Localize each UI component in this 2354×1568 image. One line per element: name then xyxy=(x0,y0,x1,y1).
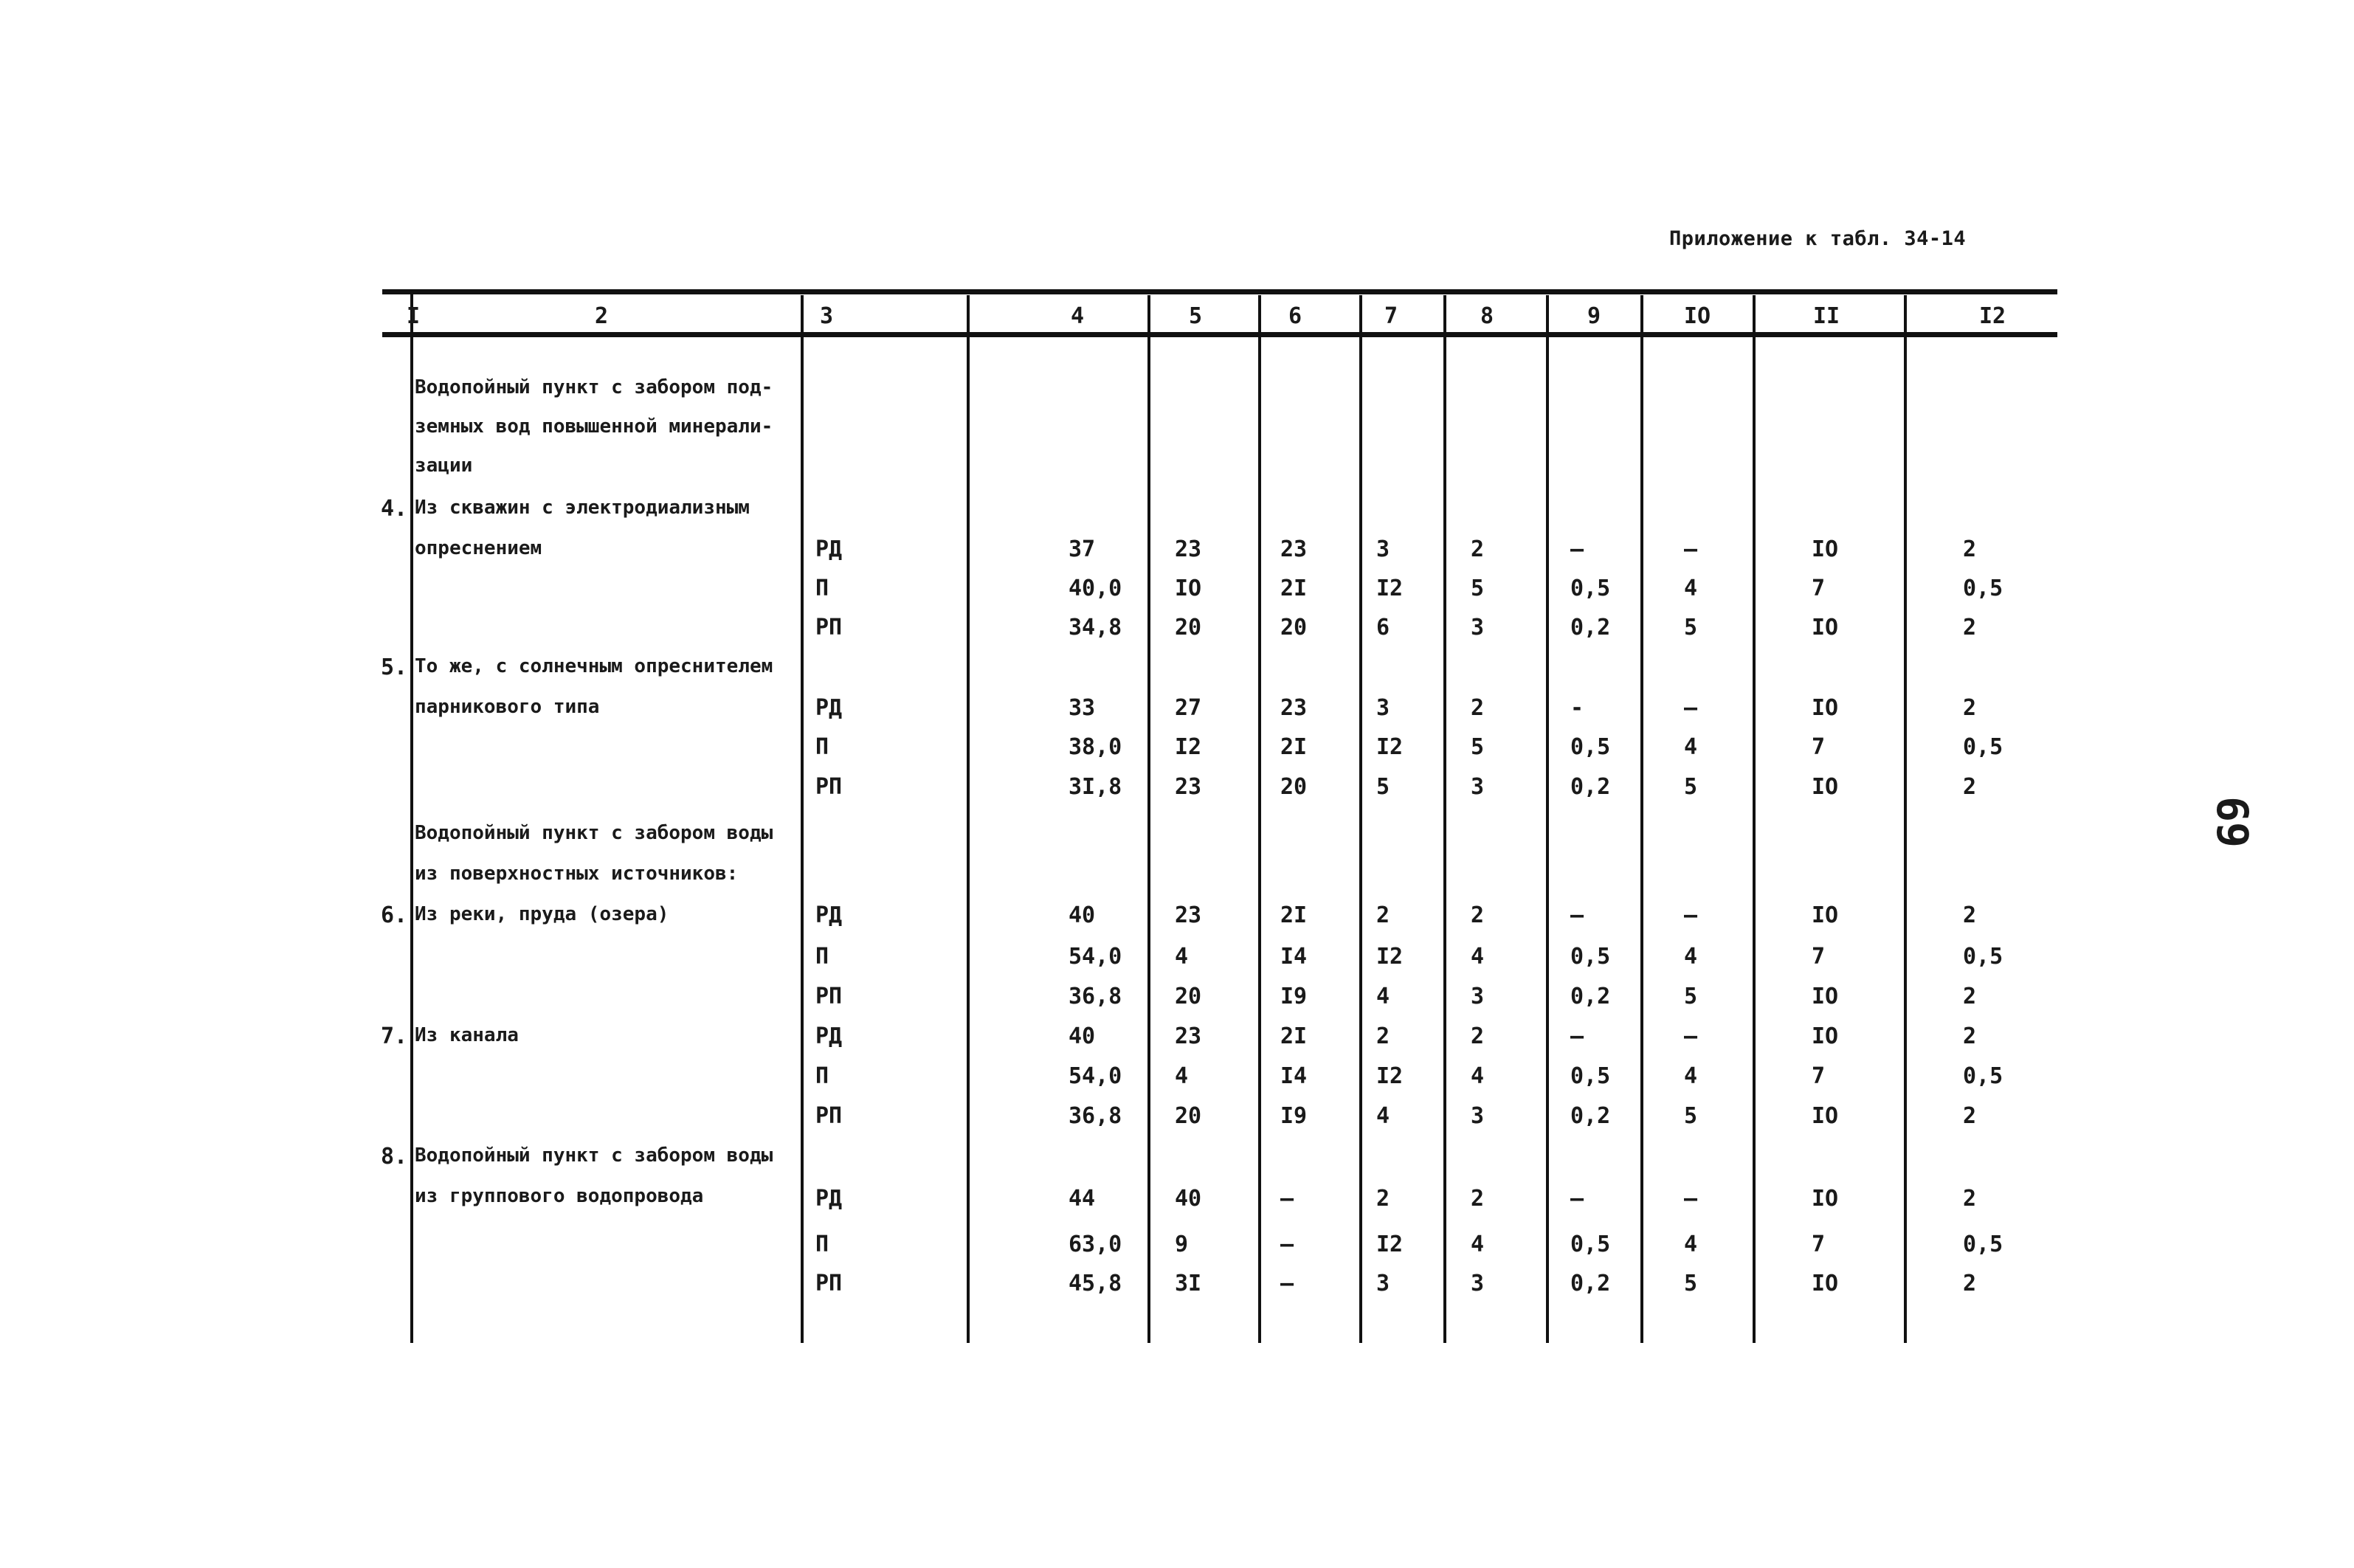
value-cell: 2 xyxy=(1471,902,1485,928)
value-cell: I9 xyxy=(1280,984,1308,1009)
value-cell: 3 xyxy=(1471,1271,1485,1296)
value-cell: – xyxy=(1684,1186,1698,1212)
value-cell: 2 xyxy=(1471,1023,1485,1049)
item-description-line: из группового водопровода xyxy=(415,1185,704,1207)
value-cell: 2 xyxy=(1471,536,1485,562)
value-cell: 20 xyxy=(1175,1103,1202,1129)
column-divider xyxy=(1147,295,1150,1343)
mode-code-cell: РП xyxy=(815,1103,843,1129)
value-cell: I2 xyxy=(1376,944,1404,970)
value-cell: 2 xyxy=(1376,1023,1390,1049)
value-cell: 2 xyxy=(1963,902,1977,928)
value-cell: 7 xyxy=(1812,576,1826,601)
value-cell: 2 xyxy=(1963,1023,1977,1049)
value-cell: 20 xyxy=(1280,774,1308,800)
value-cell: 2 xyxy=(1963,1103,1977,1129)
value-cell: I4 xyxy=(1280,944,1308,970)
value-cell: 3 xyxy=(1471,1103,1485,1129)
value-cell: 2 xyxy=(1471,1186,1485,1212)
mode-code-cell: РП xyxy=(815,774,843,800)
column-header: 7 xyxy=(1384,303,1398,329)
column-header: 4 xyxy=(1070,303,1085,329)
mode-code-cell: П xyxy=(815,1232,829,1257)
value-cell: I2 xyxy=(1376,1232,1404,1257)
value-cell: 2 xyxy=(1376,902,1390,928)
value-cell: 36,8 xyxy=(1069,984,1122,1009)
item-description-line: Из канала xyxy=(415,1024,519,1046)
value-cell: 4 xyxy=(1684,734,1698,760)
mode-code-cell: П xyxy=(815,576,829,601)
value-cell: 4 xyxy=(1684,576,1698,601)
value-cell: IO xyxy=(1812,1186,1839,1212)
mode-code-cell: РД xyxy=(815,1186,843,1212)
value-cell: IO xyxy=(1812,695,1839,721)
value-cell: 27 xyxy=(1175,695,1202,721)
mode-code-cell: П xyxy=(815,944,829,970)
value-cell: IO xyxy=(1175,576,1202,601)
value-cell: - xyxy=(1570,695,1584,721)
value-cell: 40 xyxy=(1069,1023,1096,1049)
value-cell: 7 xyxy=(1812,1063,1826,1089)
value-cell: 5 xyxy=(1471,576,1485,601)
item-description-line: Из скважин с электродиализным xyxy=(415,497,750,519)
value-cell: 40 xyxy=(1175,1186,1202,1212)
column-header: I xyxy=(406,303,421,329)
value-cell: 23 xyxy=(1175,1023,1202,1049)
value-cell: 0,5 xyxy=(1963,944,2003,970)
item-description-line: Водопойный пункт с забором под- xyxy=(415,376,773,398)
value-cell: 2 xyxy=(1963,536,1977,562)
mode-code-cell: РД xyxy=(815,902,843,928)
value-cell: 4 xyxy=(1376,984,1390,1009)
value-cell: 33 xyxy=(1069,695,1096,721)
value-cell: IO xyxy=(1812,1103,1839,1129)
value-cell: 7 xyxy=(1812,1232,1826,1257)
value-cell: 5 xyxy=(1684,615,1698,640)
value-cell: IO xyxy=(1812,1271,1839,1296)
value-cell: IO xyxy=(1812,1023,1839,1049)
value-cell: IO xyxy=(1812,774,1839,800)
item-number: 6. xyxy=(381,902,408,928)
value-cell: 0,2 xyxy=(1570,1103,1611,1129)
value-cell: IO xyxy=(1812,984,1839,1009)
value-cell: 63,0 xyxy=(1069,1232,1122,1257)
value-cell: 20 xyxy=(1175,615,1202,640)
mode-code-cell: П xyxy=(815,1063,829,1089)
value-cell: 0,2 xyxy=(1570,1271,1611,1296)
value-cell: 5 xyxy=(1471,734,1485,760)
mode-code-cell: РП xyxy=(815,615,843,640)
value-cell: IO xyxy=(1812,536,1839,562)
value-cell: 2I xyxy=(1280,734,1308,760)
value-cell: 54,0 xyxy=(1069,944,1122,970)
value-cell: 0,5 xyxy=(1570,944,1611,970)
value-cell: – xyxy=(1280,1186,1294,1212)
table-caption: Приложение к табл. 34-14 xyxy=(1669,227,1967,250)
value-cell: – xyxy=(1684,902,1698,928)
value-cell: 6 xyxy=(1376,615,1390,640)
item-description-line: Водопойный пункт с забором воды xyxy=(415,1144,773,1167)
value-cell: 45,8 xyxy=(1069,1271,1122,1296)
value-cell: – xyxy=(1684,1023,1698,1049)
value-cell: 0,2 xyxy=(1570,984,1611,1009)
item-number: 7. xyxy=(381,1023,408,1049)
value-cell: 0,5 xyxy=(1570,576,1611,601)
value-cell: 20 xyxy=(1280,615,1308,640)
column-header: 6 xyxy=(1288,303,1302,329)
value-cell: 5 xyxy=(1684,774,1698,800)
value-cell: 7 xyxy=(1812,734,1826,760)
value-cell: I2 xyxy=(1175,734,1202,760)
table-top-rule xyxy=(382,289,2057,294)
header-bottom-rule xyxy=(382,332,2057,337)
value-cell: 5 xyxy=(1684,1103,1698,1129)
value-cell: 2I xyxy=(1280,1023,1308,1049)
mode-code-cell: РД xyxy=(815,695,843,721)
item-description-line: зации xyxy=(415,455,473,477)
value-cell: 4 xyxy=(1471,944,1485,970)
value-cell: 4 xyxy=(1175,1063,1189,1089)
value-cell: 2I xyxy=(1280,902,1308,928)
value-cell: 3 xyxy=(1471,984,1485,1009)
value-cell: 3I,8 xyxy=(1069,774,1122,800)
value-cell: 23 xyxy=(1280,536,1308,562)
value-cell: 3 xyxy=(1471,774,1485,800)
value-cell: 0,5 xyxy=(1570,1063,1611,1089)
value-cell: – xyxy=(1570,1186,1584,1212)
value-cell: 4 xyxy=(1684,944,1698,970)
item-description-line: Из реки, пруда (озера) xyxy=(415,903,669,925)
value-cell: I9 xyxy=(1280,1103,1308,1129)
column-divider xyxy=(410,289,413,1343)
value-cell: – xyxy=(1684,695,1698,721)
item-number: 8. xyxy=(381,1144,408,1170)
column-header: I2 xyxy=(1978,303,2006,329)
value-cell: 3I xyxy=(1175,1271,1202,1296)
mode-code-cell: РП xyxy=(815,984,843,1009)
item-description-line: из поверхностных источников: xyxy=(415,863,739,885)
value-cell: – xyxy=(1570,902,1584,928)
value-cell: 0,2 xyxy=(1570,774,1611,800)
item-description-line: земных вод повышенной минерали- xyxy=(415,415,773,438)
value-cell: 2 xyxy=(1376,1186,1390,1212)
column-header: 2 xyxy=(594,303,609,329)
value-cell: 4 xyxy=(1684,1063,1698,1089)
value-cell: 3 xyxy=(1376,695,1390,721)
value-cell: 40 xyxy=(1069,902,1096,928)
value-cell: – xyxy=(1280,1271,1294,1296)
column-header: 9 xyxy=(1587,303,1601,329)
column-divider xyxy=(801,295,804,1343)
item-description-line: парникового типа xyxy=(415,696,600,718)
value-cell: 2 xyxy=(1963,1271,1977,1296)
value-cell: 40,0 xyxy=(1069,576,1122,601)
column-divider xyxy=(1258,295,1261,1343)
value-cell: 3 xyxy=(1471,615,1485,640)
column-divider xyxy=(1640,295,1643,1343)
value-cell: 0,5 xyxy=(1963,1232,2003,1257)
value-cell: 3 xyxy=(1376,536,1390,562)
value-cell: 23 xyxy=(1175,536,1202,562)
value-cell: 38,0 xyxy=(1069,734,1122,760)
column-header: 5 xyxy=(1188,303,1203,329)
value-cell: 2 xyxy=(1963,1186,1977,1212)
column-divider xyxy=(1443,295,1446,1343)
value-cell: 0,5 xyxy=(1963,1063,2003,1089)
value-cell: 2 xyxy=(1471,695,1485,721)
value-cell: 0,5 xyxy=(1570,1232,1611,1257)
mode-code-cell: РП xyxy=(815,1271,843,1296)
value-cell: 9 xyxy=(1175,1232,1189,1257)
value-cell: – xyxy=(1570,536,1584,562)
value-cell: I2 xyxy=(1376,576,1404,601)
column-header: 3 xyxy=(819,303,834,329)
value-cell: 4 xyxy=(1471,1063,1485,1089)
page-number: 69 xyxy=(2206,796,2257,848)
column-divider xyxy=(1359,295,1362,1343)
column-header: IO xyxy=(1683,303,1711,329)
value-cell: 3 xyxy=(1376,1271,1390,1296)
value-cell: 23 xyxy=(1175,774,1202,800)
item-description-line: Водопойный пункт с забором воды xyxy=(415,822,773,844)
column-header: 8 xyxy=(1480,303,1494,329)
item-description-line: То же, с солнечным опреснителем xyxy=(415,655,773,677)
mode-code-cell: РД xyxy=(815,536,843,562)
column-header: II xyxy=(1812,303,1840,329)
value-cell: 0,5 xyxy=(1963,734,2003,760)
column-divider xyxy=(1753,295,1756,1343)
column-divider xyxy=(967,295,970,1343)
item-description-line: опреснением xyxy=(415,537,542,559)
value-cell: I2 xyxy=(1376,1063,1404,1089)
value-cell: 20 xyxy=(1175,984,1202,1009)
value-cell: 2 xyxy=(1963,695,1977,721)
value-cell: 5 xyxy=(1684,984,1698,1009)
mode-code-cell: РД xyxy=(815,1023,843,1049)
value-cell: 0,2 xyxy=(1570,615,1611,640)
value-cell: – xyxy=(1684,536,1698,562)
value-cell: 4 xyxy=(1376,1103,1390,1129)
value-cell: 2 xyxy=(1963,984,1977,1009)
mode-code-cell: П xyxy=(815,734,829,760)
value-cell: 54,0 xyxy=(1069,1063,1122,1089)
value-cell: 0,5 xyxy=(1570,734,1611,760)
column-divider xyxy=(1546,295,1549,1343)
value-cell: – xyxy=(1280,1232,1294,1257)
value-cell: 34,8 xyxy=(1069,615,1122,640)
value-cell: 4 xyxy=(1175,944,1189,970)
value-cell: 23 xyxy=(1175,902,1202,928)
column-divider xyxy=(1904,295,1907,1343)
item-number: 5. xyxy=(381,655,408,680)
value-cell: 4 xyxy=(1471,1232,1485,1257)
value-cell: I2 xyxy=(1376,734,1404,760)
value-cell: 2I xyxy=(1280,576,1308,601)
value-cell: 5 xyxy=(1376,774,1390,800)
value-cell: 0,5 xyxy=(1963,576,2003,601)
item-number: 4. xyxy=(381,496,408,522)
value-cell: 5 xyxy=(1684,1271,1698,1296)
value-cell: IO xyxy=(1812,902,1839,928)
value-cell: 2 xyxy=(1963,615,1977,640)
value-cell: 23 xyxy=(1280,695,1308,721)
value-cell: 2 xyxy=(1963,774,1977,800)
value-cell: 4 xyxy=(1684,1232,1698,1257)
value-cell: 44 xyxy=(1069,1186,1096,1212)
value-cell: 7 xyxy=(1812,944,1826,970)
value-cell: 37 xyxy=(1069,536,1096,562)
value-cell: 36,8 xyxy=(1069,1103,1122,1129)
value-cell: IO xyxy=(1812,615,1839,640)
value-cell: – xyxy=(1570,1023,1584,1049)
value-cell: I4 xyxy=(1280,1063,1308,1089)
